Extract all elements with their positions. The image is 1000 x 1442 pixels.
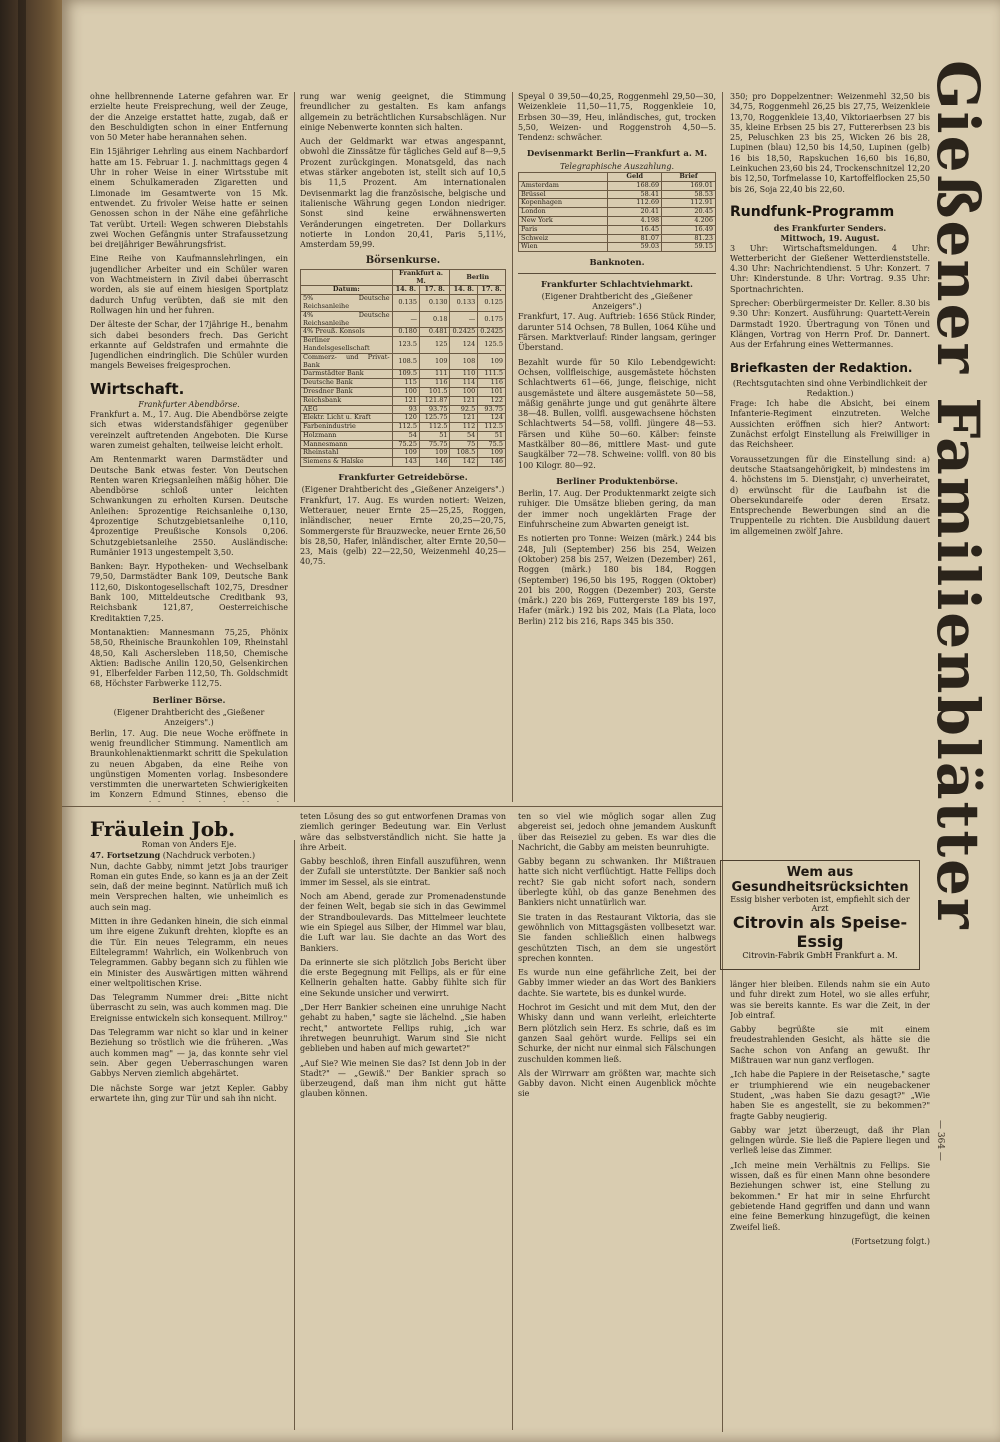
devisen-row: Schweiz 81.07 81.23: [519, 234, 716, 243]
devisen-row: Kopenhagen 112.69 112.91: [519, 199, 716, 208]
devisen-row: Brüssel 58.41 58.53: [519, 190, 716, 199]
rundfunk-text: 3 Uhr: Wirtschaftsmeldungen. 4 Uhr: Wetterbericht der Gießener Wetterdienststelle. 4.30 Uhr: Nachrichtendienst. 5 Uhr: Konzert. 7 Uhr: Kinderstunde. 8 Uhr: Vortrag. 9.35 Uhr: Sportnachrichten.: [730, 243, 930, 294]
boersenkurse-table: Frankfurt a. M. Berlin Datum: 14. 8. 17. 8. 14. 8. 17. 8. 5% Deutsche Reichsanleihe 0.135 0.130 0.133 0.125 4% Deutsche Reichsanleihe — 0.18 — 0.175 4% Preuß. Konsols 0.180 0.481 0.2425 0.2425 Berliner Handelsgesellschaft 123.5 125 124 125.5 Commerz- und Privat-Bank 108.5 109 108 109 Darmstädter Bank 109.5 111 110 111.5 Deutsche Bank 115 116 114 116 Dresdner Bank 100 101.5 100 101 Reichsbank 121 121.87 121 122 AEG 93 93.75 92.5 93.75 Elektr. Licht u. Kraft 120 125.75 121 124 Farbenindustrie 112.5 112.5 112 112.5 Holzmann 54 51 54 51 Mannesmann 75.25 75.75 75 75.5 Rheinstahl 109 109 108.5 109 Siemens & Halske 143 146 142 146: [300, 269, 506, 467]
book-binding: [0, 0, 62, 1442]
masthead-title: Gießener Familienblätter: [924, 60, 992, 931]
kurs-row: Siemens & Halske 143 146 142 146: [301, 458, 506, 467]
roman-col-1: Fräulein Job. Roman von Anders Eje. 47. Fortsetzung (Nachdruck verboten.) Nun, dachte Gabby, nimmt jetzt Jobs trauriger Roman ein gutes Ende, so kann es ja an der Zeit sein, daß der meine beginnt. Natürlich muß ich mein Versprechen halten, wie unheimlich es auch sein mag. Mitten in ihre Gedanken hinein, die sich einmal um ihre eigene Zukunft drehten, klopfte es an die Tür. Ein neues Telegramm, ein neues Eiltelegramm! Wahrlich, ein Wolkenbruch von Telegrammen. Gabby begann sich zu fühlen wie ein Minister des Auswärtigen mitten während einer weltpolitischen Krise. Das Telegramm Nummer drei: „Bitte nicht überrascht zu sein, was auch kommen mag. Die Ereignisse entwickeln sich konsequent. Millroy." Das Telegramm war nicht so klar und in keiner Beziehung so tröstlich wie die früheren. „Was auch kommen mag" — ja, das konnte sehr viel sein. Aber gegen Ueberraschungen waren Gabbys Nerven ziemlich abgehärtet. Die nächste Sorge war jetzt Kepler. Gabby erwartete ihn, ging zur Tür und sah ihn nicht.: [90, 817, 288, 1103]
kurs-row: Commerz- und Privat-Bank 108.5 109 108 109: [301, 353, 506, 370]
article-text: ohne hellbrennende Laterne gefahren war. Er erzielte heute Freisprechung, weil der Zeuge, der die Anzeige erstattet hatte, zugab, daß er den Beschuldigten schon in einer Entfernung von 50 Meter habe herannahen sehen.: [90, 92, 288, 143]
roman-byline: Roman von Anders Eje.: [141, 840, 237, 849]
column-4: 350; pro Doppelzentner: Weizenmehl 32,50 bis 34,75, Roggenmehl 26,25 bis 27,75, Weizenkleie 13,70, Roggenkleie 13,40, Viktoriaerbsen 27 bis 35, kleine Erbsen 25 bis 27, Futtererbsen 23 bis 25, Peluschken 23 bis 25, Wicken 26 bis 28, Lupinen (blau) 12,50 bis 14,50, Lupinen (gelb) 16 bis 18,50, Rapskuchen 16,60 bis 16,80, Leinkuchen 23,60 bis 24, Trockenschnitzel 12,20 bis 12,50, Torfmelasse 10, Kartoffelflocken 25,50 bis 26, Soja 22,40 bis 22,60. Rundfunk-Programm des Frankfurter Senders. Mittwoch, 19. August. 3 Uhr: Wirtschaftsmeldungen. 4 Uhr: Wetterbericht der Gießener Wetterdienststelle. 4.30 Uhr: Nachrichtendienst. 5 Uhr: Konzert. 7 Uhr: Kinderstunde. 8 Uhr: Vortrag. 9.35 Uhr: Sportnachrichten. Sprecher: Oberbürgermeister Dr. Keller. 8.30 bis 9.30 Uhr: Konzert. Ausführung: Quartett-Verein Darmstadt 1920. Übertragung von Tönen und Klängen, Vortrag von Herrn Prof. Dr. Dannert. Aus der Erfahrung eines Wettermannes. Briefkasten der Redaktion. (Rechtsgutachten sind ohne Verbindlichkeit der Redaktion.) Frage: Ich habe die Absicht, bei einem Infanterie-Regiment einzutreten. Welche Aussichten eröffnen sich hier? Antwort: Zunächst erfolgt Einstellung als Freiwilliger in das Reichsheer. Voraussetzungen für die Einstellung sind: a) deutsche Staatsangehörigkeit, b) mindestens im 4. höchstens im 5. Dienstjahr, c) unverheiratet, d) erwünscht für die Laufbahn ist die Obersekundareife oder deren Ersatz. Entsprechende Bewerbungen sind an die Truppenteile zu richten. Die Ausbildung dauert im allgemeinen zwölf Jahre.: [730, 92, 930, 536]
kurs-row: Farbenindustrie 112.5 112.5 112 112.5: [301, 423, 506, 432]
devisen-row: London 20.41 20.45: [519, 208, 716, 217]
ad-line3: Citrovin-Fabrik GmbH Frankfurt a. M.: [742, 951, 898, 960]
devisen-row: Paris 16.45 16.49: [519, 225, 716, 234]
produkten-heading: Berliner Produktenbörse.: [556, 476, 678, 487]
column-1: ohne hellbrennende Laterne gefahren war. Er erzielte heute Freisprechung, weil der Zeuge, der die Anzeige erstattet hatte, zugab, daß er den Beschuldigten schon in einer Entfernung von 50 Meter habe herannahen sehen. Ein 15jähriger Lehrling aus einem Nachbardorf hatte am 15. Februar 1. J. nachmittags gegen 4 Uhr in roher Weise in einer Wirtsstube mit einem Schulkameraden Zigaretten und Limonade im Gesamtwerte von 15 Mk. entwendet. Zu frivoler Weise hatte er seinen Genossen schon in der Nähe eine gefährliche Tat verübt. Urteil: Wegen schweren Diebstahls zwei Wochen Gefängnis unter Strafaussetzung bei dreijähriger Bewährungsfrist. Eine Reihe von Kaufmannslehrlingen, ein jugendlicher Arbeiter und ein Schüler waren von Wachtmeistern in Zivil dabei überrascht worden, als sie auf einem hiesigen Sportplatz dadurch Unfug verübten, daß sie mit den Rollwagen hin und her fuhren. Der älteste der Schar, der 17jährige H., benahm sich dabei besonders frech. Das Gericht erkannte auf Geldstrafen und ermahnte die Jugendlichen eindringlich. Die Schüler wurden mangels Beweises freigesprochen. Wirtschaft. Frankfurter Abendbörse. Frankfurt a. M., 17. Aug. Die Abendbörse zeigte sich etwas widerstandsfähiger gegenüber vereinzelt auftretenden Angeboten. Die Kurse waren zumeist gehalten, teilweise leicht erholt. Am Rentenmarkt waren Darmstädter und Deutsche Bank etwas fester. Von Deutschen Renten waren Kriegsanleihen mäßig höher. Die Abendbörse schloß unter leichten Schwankungen zu erholten Kursen. Deutsche Anleihen: 5prozentige Reichsanleihe 0,130, 4prozentige Schutzgebietsanleihe 0,110, 4prozentige Preußische Konsols 0,206. Schutzgebietsanleihe 2550. Ausländische: Rumänier 1913 ungestempelt 3,50. Banken: Bayr. Hypotheken- und Wechselbank 79,50, Darmstädter Bank 109, Deutsche Bank 112,60, Diskontogesellschaft 102,75, Dresdner Bank 100, Mitteldeutsche Creditbank 93, Reichsbank 121,87, Oesterreichische Kreditaktien 7,25. Montanaktien: Mannesmann 75,25, Phönix 58,50, Rheinische Braunkohlen 109, Rheinstahl 48,50, Kali Aschersleben 118,50, Chemische Aktien: Badische Anilin 120,50, Gelsenkirchen 91, Elberfelder Farben 112,50, Th. Goldschmidt 68, Höchster Farbwerke 112,75. Berliner Börse. (Eigener Drahtbericht des „Gießener Anzeigers".) Berlin, 17. Aug. Die neue Woche eröffnete in wenig freundlicher Stimmung. Namentlich am Braunkohlenaktienmarkt schritt die Spekulation zu neuen Abgaben, da eine Reihe von ungünstigen Momenten vorlag. Insbesondere verstimmten die unerwarteten Schwierigkeiten im Konzern Edmund Stinnes, ebenso die: [90, 92, 288, 800]
roman-installment: 47. Fortsetzung: [90, 850, 161, 861]
roman-col-4: länger hier bleiben. Eilends nahm sie ein Auto und fuhr direkt zum Hotel, wo sie alles erfuhr, was sie bereits kannte. Es war die Zeit, in der Job eintraf. Gabby begrüßte sie mit einem freudestrahlenden Gesicht, als hätte sie die Sache schon von Anfang an gewußt. Ihr Mißtrauen war nun ganz verflogen. „Ich habe die Papiere in der Reisetasche," sagte er triumphierend wie ein neugebackener Student, „was haben Sie dazu gesagt?" „Wie haben Sie es angestellt, sie zu bekommen?" fragte Gabby neugierig. Gabby war jetzt überzeugt, daß ihr Plan gelingen würde. Sie ließ die Papiere liegen und verließ leise das Zimmer. „Ich meine mein Verhältnis zu Fellips. Sie wissen, daß es für einen Mann ohne besondere Beziehungen schwer ist, eine Stellung zu bekommen." Er hat mir in seine Ehrfurcht gebietende Hand gegriffen und dann und wann eine feine Bemerkung hinzugefügt, die keinen Zweifel ließ. (Fortsetzung folgt.): [730, 980, 930, 1246]
devisen-heading: Devisenmarkt Berlin—Frankfurt a. M.: [526, 149, 708, 160]
devisen-sub: Telegraphische Auszahlung.: [559, 161, 674, 171]
devisen-row: Wien 59.03 59.15: [519, 243, 716, 252]
devisen-row: Amsterdam 168.69 169.01: [519, 181, 716, 190]
roman-text-4: Gabby war jetzt überzeugt, daß ihr Plan gelingen würde. Sie ließ die Papiere liegen und verließ leise das Zimmer.: [730, 1125, 930, 1156]
kurs-row: Berliner Handelsgesellschaft 123.5 125 124 125.5: [301, 337, 506, 354]
kurs-row: Elektr. Licht u. Kraft 120 125.75 121 124: [301, 414, 506, 423]
briefkasten-heading: Briefkasten der Redaktion.: [730, 360, 913, 375]
kurs-row: Rheinstahl 109 109 108.5 109: [301, 449, 506, 458]
wirtschaft-intro: Frankfurt a. M., 17. Aug. Die Abendbörse zeigte sich etwas widerstandsfähiger gegenüber vereinzelt auftretenden Angeboten. Die Kurse waren zumeist gehalten, teilweise leicht erholt.: [90, 410, 288, 450]
ad-line2: Essig bisher verboten ist, empfiehlt sich der Arzt: [730, 895, 910, 913]
briefkasten-sub: (Rechtsgutachten sind ohne Verbindlichkeit der Redaktion.): [732, 378, 928, 398]
devisen-row: New York 4.198 4.206: [519, 217, 716, 226]
boersenkurse-heading: Börsenkurse.: [365, 255, 441, 267]
ad-line1: Wem aus Gesundheitsrücksichten: [731, 865, 909, 895]
roman-note: (Nachdruck verboten.): [162, 851, 256, 861]
kurs-row: Deutsche Bank 115 116 114 116: [301, 379, 506, 388]
roman-title: Fräulein Job.: [90, 817, 236, 841]
roman-end: (Fortsetzung folgt.): [851, 1236, 930, 1246]
kurs-row: 5% Deutsche Reichsanleihe 0.135 0.130 0.133 0.125: [301, 295, 506, 312]
devisen-table: Geld Brief Amsterdam 168.69 169.01 Brüssel 58.41 58.53 Kopenhagen 112.69 112.91 London 20.41 20.45 New York 4.198 4.206 Paris 16.45 16.49 Schweiz 81.07 81.23 Wien 59.03 59.15: [518, 172, 716, 252]
kurs-row: 4% Deutsche Reichsanleihe — 0.18 — 0.175: [301, 311, 506, 328]
rundfunk-sub: des Frankfurter Senders.: [773, 222, 887, 233]
getreide-heading: Frankfurter Getreidebörse.: [338, 473, 468, 484]
column-2: rung war wenig geeignet, die Stimmung freundlicher zu gestalten. Es kam anfangs allgemein zu beträchtlichen Kursabschlägen. Nur einige Nebenwerte konnten sich halten. Auch der Geldmarkt war etwas angespannt, obwohl die Zinssätze für tägliches Geld auf 8—9,5 Prozent zurückgingen. Monatsgeld, das nach etwas stärker angeboten ist, stellt sich auf 10,5 bis 11,5 Prozent. Am internationalen Devisenmarkt lag die französische, belgische und italienische Währung gegen London niedriger. Sonst sind keine erwähnenswerten Veränderungen eingetreten. Der Dollarkurs notierte in London 20,41, Paris 5,11½, Amsterdam 59,99. Börsenkurse. Frankfurt a. M. Berlin Datum: 14. 8. 17. 8. 14. 8. 17. 8. 5% Deutsche Reichsanleihe 0.135 0.130 0.133 0.125 4% Deutsche Reichsanleihe — 0.18 — 0.175 4% Preuß. Konsols 0.180 0.481 0.2425 0.2425 Berliner Handelsgesellschaft 123.5 125 124 125.5 Commerz- und Privat-Bank 108.5 109 108 109 Darmstädter Bank 109.5 111 110 111.5 Deutsche Bank 115 116 114 116 Dresdner Bank 100 101.5 100 101 Reichsbank 121 121.87 121 122 AEG 93 93.75 92.5 93.75 Elektr. Licht u. Kraft 120 125.75 121 124 Farbenindustrie 112.5 112.5 112 112.5 Holzmann 54 51 54 51 Mannesmann 75.25 75.75 75 75.5 Rheinstahl 109 109 108.5 109 Siemens & Halske 143 146 142 146 Frankfurter Getreidebörse. (Eigener Drahtbericht des „Gießener Anzeigers".) Frankfurt, 17. Aug. Es wurden notiert: Weizen, Wetterauer, neuer Ernte 25—25,25, Roggen, inländischer, neuer Ernte 20,25—20,75, Sommergerste für Brauzwecke, neuer Ernte 26,50 bis 28,50, Hafer, inländischer, alter Ernte 20,50—23, Mais (gelb) 22—22,50, Weizenmehl 40,25—40,75.: [300, 92, 506, 567]
briefkasten-text: Frage: Ich habe die Absicht, bei einem Infanterie-Regiment einzutreten. Welche Aussichten eröffnen sich hier? Antwort: Zunächst erfolgt Einstellung als Freiwilliger in das Reichsheer.: [730, 399, 930, 450]
rundfunk-heading: Rundfunk-Programm: [730, 203, 895, 220]
berliner-boerse-heading: Berliner Börse.: [152, 695, 226, 706]
produkten-text: Berlin, 17. Aug. Der Produktenmarkt zeigte sich ruhiger. Die Umsätze blieben gering, da man der immer noch ungeklärten Frage der Einfuhrscheine zum Abwarten geneigt ist.: [518, 489, 716, 530]
kurs-row: Holzmann 54 51 54 51: [301, 431, 506, 440]
roman-text-3: Es wurde nun eine gefährliche Zeit, bei der Gabby immer wieder an das Wort des Bankiers dachte. Sie wartete, bis es dunkel wurde.: [518, 968, 716, 998]
kurs-row: Reichsbank 121 121.87 121 122: [301, 396, 506, 405]
page-number: — 364 —: [935, 1120, 945, 1161]
schlachthof-text: Frankfurt, 17. Aug. Auftrieb: 1656 Stück Rinder, darunter 514 Ochsen, 78 Bullen, 1064 Kühe und Färsen. Marktverlauf: Rinder langsam, geringer Überstand.: [518, 312, 716, 353]
column-3: Speyal 0 39,50—40,25, Roggenmehl 29,50—30, Weizenkleie 11,50—11,75, Roggenkleie 10, Erbsen 30—39, Heu, inländisches, gut, trocken 5,50, Weizen- und Roggenstroh 4,50—5. Tendenz: schwächer. Devisenmarkt Berlin—Frankfurt a. M. Telegraphische Auszahlung. Geld Brief Amsterdam 168.69 169.01 Brüssel 58.41 58.53 Kopenhagen 112.69 112.91 London 20.41 20.45 New York 4.198 4.206 Paris 16.45 16.49 Schweiz 81.07 81.23 Wien 59.03 59.15 Banknoten. Frankfurter Schlachtviehmarkt. (Eigener Drahtbericht des „Gießener Anzeigers".) Frankfurt, 17. Aug. Auftrieb: 1656 Stück Rinder, darunter 514 Ochsen, 78 Bullen, 1064 Kühe und Färsen. Marktverlauf: Rinder langsam, geringer Überstand. Bezahlt wurde für 50 Kilo Lebendgewicht: Ochsen, vollfleischige, ausgemästete höchsten Schlachtwerts 61—66, junge, fleischige, nicht ausgemästete und ältere ausgemästete 50—58, mäßig genährte junge und gut genährte ältere 38—48. Bullen, vollfl. ausgewachsene höchsten Schlachtwerts 54—58, vollfl. jüngere 48—53. Färsen und Kühe 50—60. Kälber: feinste Mastkälber 80—86, mittlere Mast- und gute Saugkälber 72—78. Schweine: vollfl. von 80 bis 100 Kilogr. 80—92. Berliner Produktenbörse. Berlin, 17. Aug. Der Produktenmarkt zeigte sich ruhiger. Die Umsätze blieben gering, da man der immer noch ungeklärten Frage der Einfuhrscheine zum Abwarten geneigt ist. Es notierten pro Tonne: Weizen (märk.) 244 bis 248, Juli (September) 256 bis 254, Weizen (Oktober) 258 bis 257, Weizen (Dezember) 261, Roggen (märk.) 180 bis 184, Roggen (September) 196,50 bis 195, Roggen (Oktober) 201 bis 200, Roggen (Dezember) 203, Gerste (märk.) 220 bis 269, Futtergerste 189 bis 197, Hafer (märk.) 192 bis 202, Mais (La Plata, loco Berlin) 212 bis 216, Raps 345 bis 350.: [518, 92, 716, 626]
newspaper-page: [62, 0, 1000, 1442]
kurs-row: AEG 93 93.75 92.5 93.75: [301, 405, 506, 414]
ad-brand: Citrovin als Speise-Essig: [732, 913, 908, 951]
wirtschaft-sub: Frankfurter Abendbörse.: [138, 399, 240, 409]
schlachthof-heading: Frankfurter Schlachtviehmarkt.: [540, 279, 694, 290]
citrovin-ad: [720, 860, 920, 970]
roman-text-2: Gabby beschloß, ihren Einfall auszuführen, wenn der Zufall sie unterstützte. Der Bankier saß noch immer im Sessel, als sie eintrat.: [300, 857, 506, 887]
kurs-row: Darmstädter Bank 109.5 111 110 111.5: [301, 370, 506, 379]
roman-col-2: teten Lösung des so gut entworfenen Dramas von ziemlich geringer Bedeutung war. Ein Verlust wäre das selbstverständlich nicht. Sie hatte ja ihre Arbeit. Gabby beschloß, ihren Einfall auszuführen, wenn der Zufall sie unterstützte. Der Bankier saß noch immer im Sessel, als sie eintrat. Noch am Abend, gerade zur Promenadenstunde der feinen Welt, begab sie sich in das Gewimmel der Strandboulevards. Das Mittelmeer leuchtete wie ein Spiegel aus Silber, der Himmel war blau, die Luft war lau. Sie dachte an das Wort des Bankiers. Da erinnerte sie sich plötzlich Jobs Bericht über die erste Begegnung mit Fellips, als er für eine Kellnerin gehalten hatte. Gabby fühlte sich für eine Sekunde unsicher und verwirrt. „Der Herr Bankier scheinen eine unruhige Nacht gehabt zu haben," sagte sie lächelnd. „Sie haben recht," antwortete Fellips ruhig, „ich war ihretwegen beunruhigt. Warum sind Sie nicht geblieben und haben auf mich gewartet?" „Auf Sie? Wie meinen Sie das? Ist denn Job in der Stadt?" — „Gewiß." Der Bankier sprach so überzeugend, daß man ihm nicht gut hätte glauben können.: [300, 812, 506, 1099]
roman-text-1: Nun, dachte Gabby, nimmt jetzt Jobs trauriger Roman ein gutes Ende, so kann es ja an der Zeit sein, daß der meine beginnt. Natürlich muß ich mein Versprechen halten, wie unheimlich es auch sein mag.: [90, 861, 288, 912]
binding-spine: [18, 0, 26, 1442]
kurs-row: Mannesmann 75.25 75.75 75 75.5: [301, 440, 506, 449]
roman-col-3: ten so viel wie möglich sogar allen Zug abgereist sei, jedoch ohne jemandem Auskunft über das Reiseziel zu geben. Es war dies die Nachricht, die Gabby am meisten beunruhigte. Gabby begann zu schwanken. Ihr Mißtrauen hatte sich nicht verflüchtigt. Hatte Fellips doch recht? Sie gab nicht sofort nach, sondern überlegte kühl, ob das ganze Benehmen des Bankiers nicht unnatürlich war. Sie traten in das Restaurant Viktoria, das sie gewöhnlich von Mittagsgästen vollbesetzt war. Sie fanden schließlich einen halbwegs geschützten Tisch, an dem sie ungestört sprechen konnten. Es wurde nun eine gefährliche Zeit, bei der Gabby immer wieder an das Wort des Bankiers dachte. Sie wartete, bis es dunkel wurde. Hochrot im Gesicht und mit dem Mut, den der Whisky dann und wann verleiht, erleichterte Bern plötzlich sein Herz. Es schrie, daß es im ganzen Saal gehört wurde. Fellips sei ein Schurke, der nicht nur einmal sich Fälschungen zuschulden kommen ließ. Als der Wirrwarr am größten war, machte sich Gabby davon. Nicht einen Augenblick möchte sie: [518, 812, 716, 1099]
article-text-2: rung war wenig geeignet, die Stimmung freundlicher zu gestalten. Es kam anfangs allgemein zu beträchtlichen Kursabschlägen. Nur einige Nebenwerte konnten sich halten.: [300, 92, 506, 132]
wirtschaft-heading: Wirtschaft.: [90, 379, 185, 398]
kurs-row: 4% Preuß. Konsols 0.180 0.481 0.2425 0.2425: [301, 328, 506, 337]
rundfunk-day: Mittwoch, 19. August.: [780, 233, 880, 244]
kurs-row: Dresdner Bank 100 101.5 100 101: [301, 387, 506, 396]
banknoten-heading: Banknoten.: [589, 258, 645, 269]
